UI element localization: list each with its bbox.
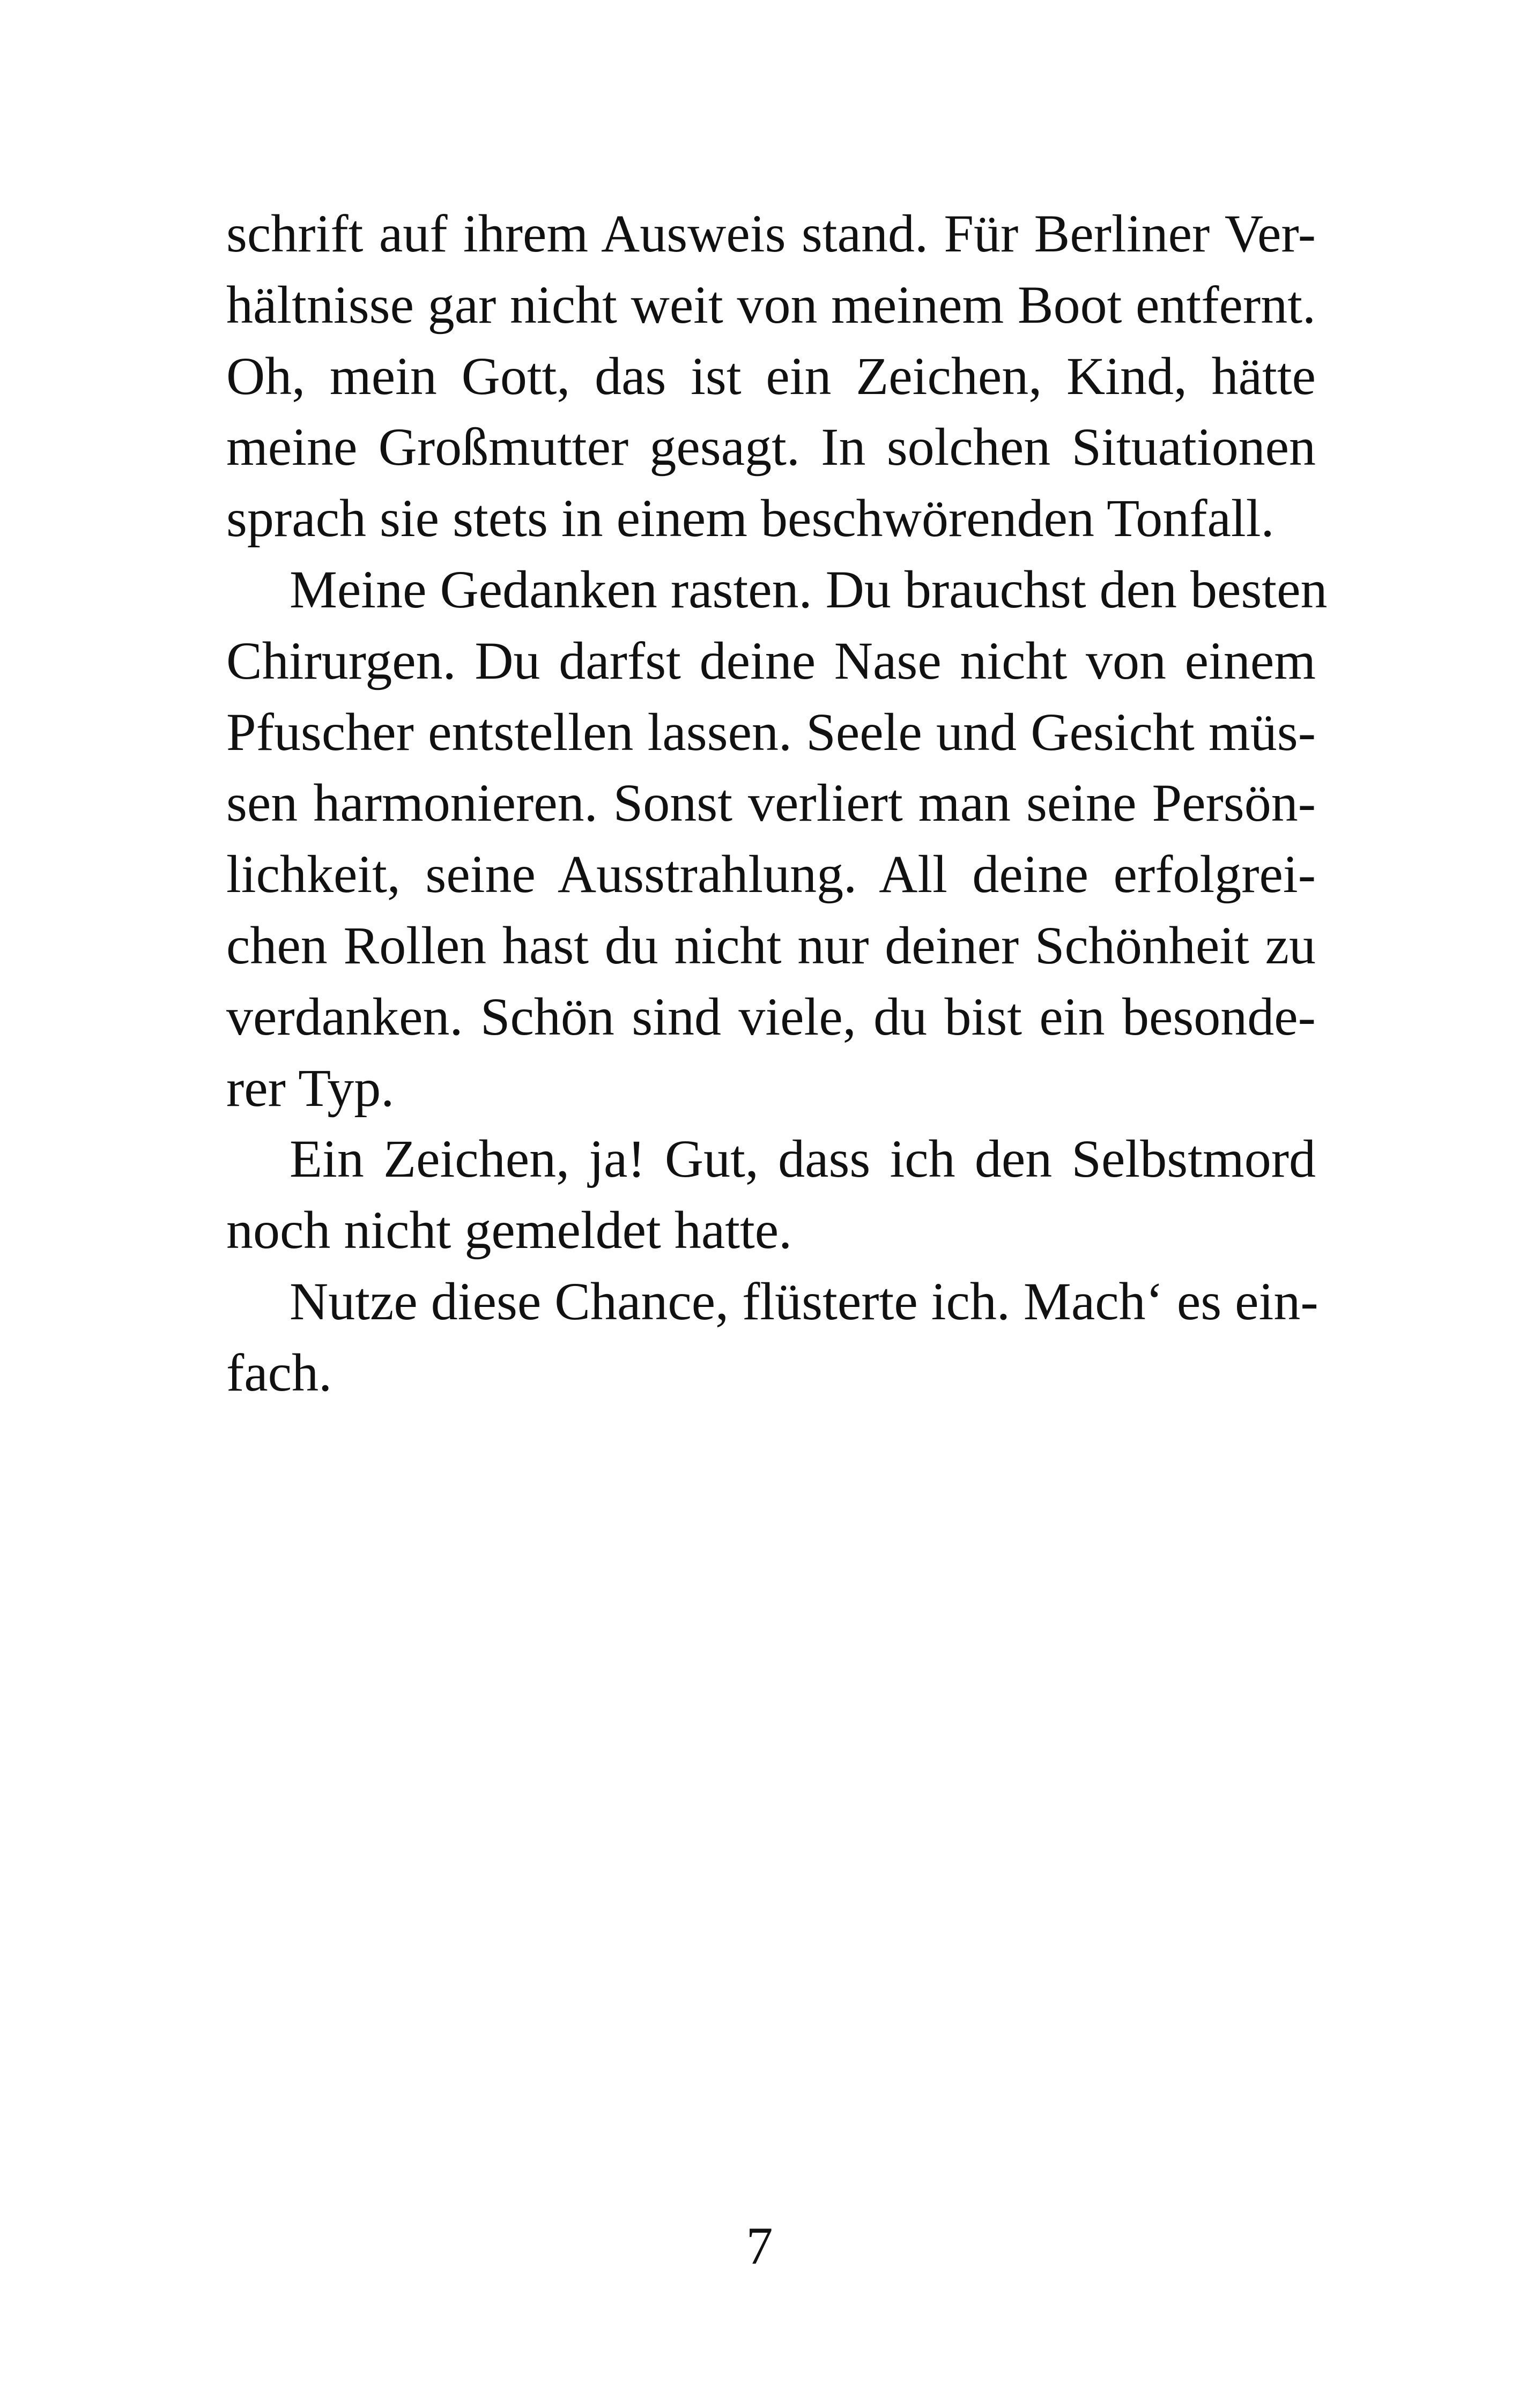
text-line: schrift auf ihrem Ausweis stand. Für Berliner Ver- (226, 204, 1316, 263)
text-line: verdanken. Schön sind viele, du bist ein besonde- (226, 986, 1316, 1046)
text-line: Meine Gedanken rasten. Du brauchst den besten (290, 559, 1328, 619)
text-line: noch nicht gemeldet hatte. (226, 1200, 792, 1260)
text-line: rer Typ. (226, 1058, 395, 1118)
text-line: sen harmonieren. Sonst verliert man seine Persön- (226, 773, 1316, 833)
text-line: Oh, mein Gott, das ist ein Zeichen, Kind, hätte (226, 346, 1316, 406)
text-line: Chirurgen. Du darfst deine Nase nicht von einem (226, 630, 1316, 690)
text-line: sprach sie stets in einem beschwörenden Tonfall. (226, 488, 1275, 548)
text-line: hältnisse gar nicht weit von meinem Boot entfernt. (226, 274, 1316, 335)
text-line: lichkeit, seine Ausstrahlung. All deine erfolgrei- (226, 844, 1316, 904)
text-line: Pfuscher entstellen lassen. Seele und Gesicht müs- (226, 702, 1316, 762)
page-number: 7 (746, 2216, 773, 2276)
body-text (226, 198, 1328, 1409)
text-line: chen Rollen hast du nicht nur deiner Schönheit zu (226, 915, 1316, 975)
text-line: Ein Zeichen, ja! Gut, dass ich den Selbstmord (290, 1129, 1316, 1189)
text-line: Nutze diese Chance, flüsterte ich. Mach‘ es ein- (290, 1271, 1318, 1331)
text-line: fach. (226, 1342, 332, 1402)
text-line: meine Großmutter gesagt. In solchen Situationen (226, 417, 1316, 477)
